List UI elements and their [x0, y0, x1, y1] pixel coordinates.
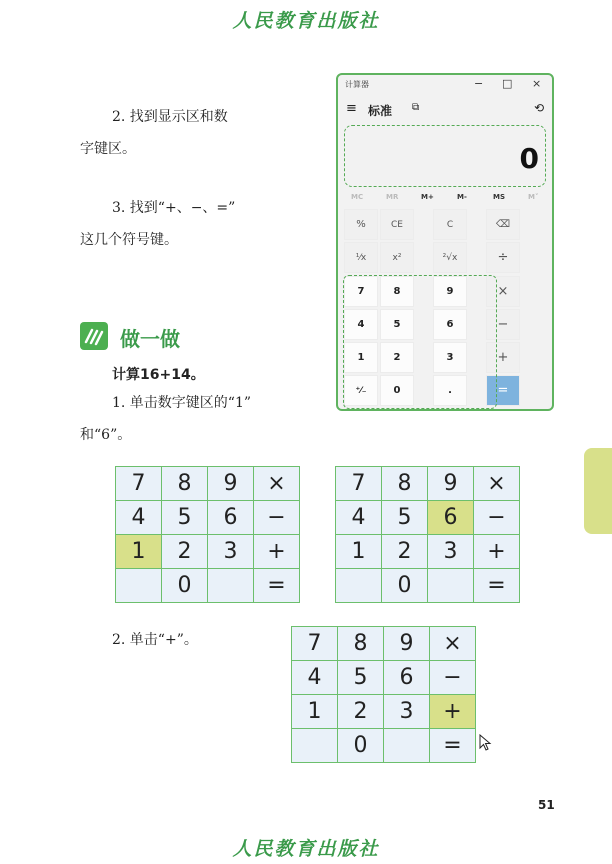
pad-key-label: −: [487, 505, 506, 530]
key-8[interactable]: 8: [380, 276, 414, 307]
memory-subtract-button[interactable]: M-: [457, 193, 467, 201]
key-4[interactable]: 4: [344, 309, 378, 340]
pad-key-label: 3: [223, 539, 238, 564]
pad-key-label: ×: [443, 631, 462, 656]
step2-click-plus: 2. 单击“+”。: [112, 632, 198, 648]
chapter-tab: [584, 448, 612, 534]
pad-key-label: ×: [487, 471, 506, 496]
pad-key-label: 9: [443, 471, 458, 496]
step1-line2: 和“6”。: [80, 427, 132, 443]
maximize-button[interactable]: □: [502, 77, 513, 90]
pad-key-15[interactable]: [474, 569, 520, 603]
key-3[interactable]: 3: [433, 342, 467, 373]
minimize-button[interactable]: −: [474, 77, 484, 90]
calculator-titlebar: [338, 75, 552, 97]
clear-entry-key[interactable]: CE: [380, 209, 414, 240]
pad-key-label: 0: [397, 573, 412, 598]
pad-key-0[interactable]: [336, 467, 382, 501]
pad-key-1[interactable]: [382, 467, 428, 501]
pad-key-6[interactable]: [384, 661, 430, 695]
pad-key-label: 7: [351, 471, 366, 496]
pad-key-11[interactable]: [430, 695, 476, 729]
pad-key-2[interactable]: [428, 467, 474, 501]
calculator-window: [336, 73, 554, 411]
pad-key-8[interactable]: [336, 535, 382, 569]
pad-key-7[interactable]: [254, 501, 300, 535]
pad-key-label: 4: [131, 505, 146, 530]
pad-key-blank[interactable]: [292, 729, 338, 763]
pad-key-label: 5: [397, 505, 412, 530]
pad-key-label: 6: [443, 505, 458, 530]
pad-key-15[interactable]: [430, 729, 476, 763]
pad-key-label: 8: [397, 471, 412, 496]
key-9[interactable]: 9: [433, 276, 467, 307]
pad-key-4[interactable]: [292, 661, 338, 695]
decimal-key[interactable]: .: [433, 375, 467, 406]
pad-key-13[interactable]: [382, 569, 428, 603]
pad-key-blank[interactable]: [336, 569, 382, 603]
pad-key-label: 6: [223, 505, 238, 530]
pad-key-label: 7: [307, 631, 322, 656]
plus-key[interactable]: +: [486, 342, 520, 373]
pad-key-label: 2: [353, 699, 368, 724]
key-6[interactable]: 6: [433, 309, 467, 340]
pad-key-7[interactable]: [430, 661, 476, 695]
keypad-2: [335, 466, 520, 603]
pad-key-8[interactable]: [116, 535, 162, 569]
memory-row: [338, 189, 552, 207]
percent-key[interactable]: %: [344, 209, 378, 240]
page-number: 51: [538, 798, 555, 812]
pad-key-label: 6: [399, 665, 414, 690]
pad-key-label: 5: [353, 665, 368, 690]
pad-key-label: ×: [267, 471, 286, 496]
pad-key-label: −: [443, 665, 462, 690]
key-7[interactable]: 7: [344, 276, 378, 307]
pad-key-5[interactable]: [382, 501, 428, 535]
pad-key-0[interactable]: [116, 467, 162, 501]
app-title: 计算器: [345, 80, 369, 89]
memory-clear-button[interactable]: MC: [351, 193, 364, 201]
pad-key-label: 2: [177, 539, 192, 564]
menu-icon[interactable]: ≡: [346, 101, 357, 116]
pad-key-label: 9: [223, 471, 238, 496]
pad-key-11[interactable]: [474, 535, 520, 569]
pad-key-label: 8: [177, 471, 192, 496]
pad-key-label: =: [267, 573, 286, 598]
pad-key-label: −: [267, 505, 286, 530]
section-title: 做一做: [120, 327, 180, 351]
pad-key-1[interactable]: [162, 467, 208, 501]
pad-key-1[interactable]: [338, 627, 384, 661]
backspace-key[interactable]: ⌫: [486, 209, 520, 240]
memory-recall-button[interactable]: MR: [386, 193, 399, 201]
key-0[interactable]: 0: [380, 375, 414, 406]
pad-key-blank[interactable]: [384, 729, 430, 763]
pad-key-4[interactable]: [116, 501, 162, 535]
reciprocal-key[interactable]: ¹⁄x: [344, 242, 378, 273]
close-button[interactable]: ×: [532, 77, 542, 90]
pad-key-blank[interactable]: [116, 569, 162, 603]
keypad-3: [291, 626, 476, 763]
pad-key-5[interactable]: [162, 501, 208, 535]
step1-line1: 1. 单击数字键区的“1”: [112, 395, 252, 411]
pad-key-label: 0: [353, 733, 368, 758]
pad-key-11[interactable]: [254, 535, 300, 569]
memory-list-button[interactable]: M˅: [528, 193, 539, 201]
pad-key-10[interactable]: [428, 535, 474, 569]
pad-key-4[interactable]: [336, 501, 382, 535]
activity-icon: [80, 322, 108, 350]
pad-key-label: 5: [177, 505, 192, 530]
pad-key-label: +: [443, 699, 462, 724]
history-icon[interactable]: ⟲: [534, 101, 545, 115]
key-2[interactable]: 2: [380, 342, 414, 373]
pad-key-9[interactable]: [382, 535, 428, 569]
step2-line2: 字键区。: [80, 141, 136, 157]
pad-key-2[interactable]: [384, 627, 430, 661]
pad-key-2[interactable]: [208, 467, 254, 501]
negate-key[interactable]: ⁺⁄₋: [344, 375, 378, 406]
keypad-1: [115, 466, 300, 603]
pad-key-label: 1: [131, 539, 146, 564]
pad-key-6[interactable]: [208, 501, 254, 535]
mode-bar: [338, 99, 552, 121]
divide-key[interactable]: ÷: [486, 242, 520, 273]
memory-store-button[interactable]: MS: [493, 193, 506, 201]
pad-key-7[interactable]: [474, 501, 520, 535]
step3-line1: 3. 找到“+、−、=”: [112, 200, 236, 216]
memory-add-button[interactable]: M+: [421, 193, 434, 201]
pad-key-label: 4: [351, 505, 366, 530]
pad-key-3[interactable]: [474, 467, 520, 501]
pad-key-blank[interactable]: [428, 569, 474, 603]
pad-key-label: 1: [307, 699, 322, 724]
pad-key-10[interactable]: [208, 535, 254, 569]
pad-key-label: 4: [307, 665, 322, 690]
pad-key-label: 7: [131, 471, 146, 496]
square-key[interactable]: x²: [380, 242, 414, 273]
publisher-header: 人民教育出版社: [232, 10, 380, 32]
clear-key[interactable]: C: [433, 209, 467, 240]
sqrt-key[interactable]: ²√x: [433, 242, 467, 273]
minus-key[interactable]: −: [486, 309, 520, 340]
pad-key-9[interactable]: [162, 535, 208, 569]
pad-key-10[interactable]: [384, 695, 430, 729]
multiply-key[interactable]: ×: [486, 276, 520, 307]
pad-key-blank[interactable]: [208, 569, 254, 603]
pad-key-0[interactable]: [292, 627, 338, 661]
pad-key-label: 2: [397, 539, 412, 564]
pad-key-label: 3: [399, 699, 414, 724]
pad-key-label: =: [487, 573, 506, 598]
pad-key-label: 1: [351, 539, 366, 564]
pad-key-label: +: [267, 539, 286, 564]
pad-key-3[interactable]: [254, 467, 300, 501]
publisher-footer: 人民教育出版社: [232, 838, 380, 860]
pad-key-label: 8: [353, 631, 368, 656]
key-1[interactable]: 1: [344, 342, 378, 373]
step3-line2: 这几个符号键。: [80, 232, 178, 248]
pad-key-5[interactable]: [338, 661, 384, 695]
pad-key-label: 0: [177, 573, 192, 598]
pad-key-label: =: [443, 733, 462, 758]
pad-key-label: 9: [399, 631, 414, 656]
pad-key-label: 3: [443, 539, 458, 564]
pad-key-6[interactable]: [428, 501, 474, 535]
display-value: 0: [519, 142, 539, 175]
equals-key[interactable]: =: [486, 375, 520, 406]
pad-key-13[interactable]: [162, 569, 208, 603]
display-area: [344, 125, 546, 187]
pad-key-8[interactable]: [292, 695, 338, 729]
key-5[interactable]: 5: [380, 309, 414, 340]
pad-key-15[interactable]: [254, 569, 300, 603]
pad-key-label: +: [487, 539, 506, 564]
task-text: 计算16+14。: [112, 367, 205, 383]
pad-key-9[interactable]: [338, 695, 384, 729]
step2-line1: 2. 找到显示区和数: [112, 109, 228, 125]
keep-on-top-icon[interactable]: ⧉: [412, 102, 420, 113]
pad-key-3[interactable]: [430, 627, 476, 661]
pad-key-13[interactable]: [338, 729, 384, 763]
mode-label: 标准: [368, 104, 393, 118]
